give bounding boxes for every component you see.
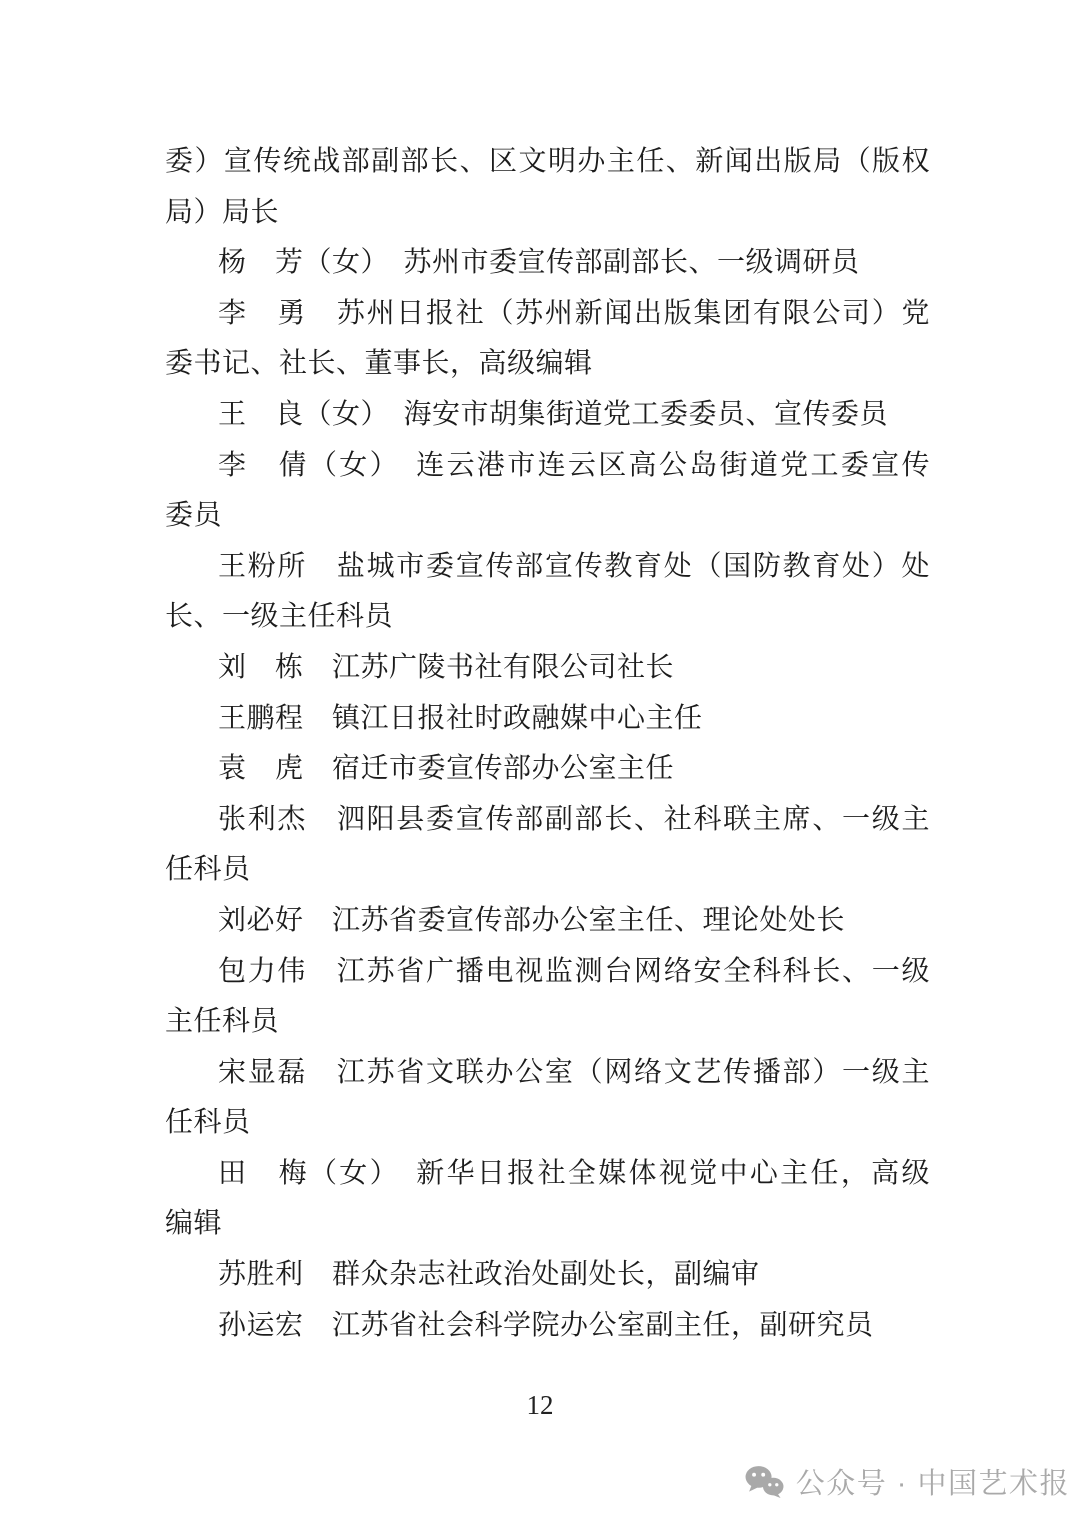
text-line: 王 良（女） 海安市胡集街道党工委委员、宣传委员 xyxy=(218,397,889,429)
text-line: 李 倩（女） 连云港市连云区高公岛街道党工委宣传 xyxy=(218,448,930,480)
text-line: 主任科员 xyxy=(165,1005,280,1037)
text-line: 王粉所 盐城市委宣传部宣传教育处（国防教育处）处 xyxy=(218,549,930,581)
text-line: 刘 栋 江苏广陵书社有限公司社长 xyxy=(218,650,675,682)
text-line: 王鹏程 镇江日报社时政融媒中心主任 xyxy=(218,701,703,733)
text-line: 任科员 xyxy=(165,1106,251,1138)
text-line: 袁 虎 宿迁市委宣传部办公室主任 xyxy=(218,752,675,784)
text-line: 杨 芳（女） 苏州市委宣传部副部长、一级调研员 xyxy=(218,246,860,278)
text-line: 局）局长 xyxy=(165,195,280,227)
text-line: 长、一级主任科员 xyxy=(165,600,394,632)
text-line: 田 梅（女） 新华日报社全媒体视觉中心主任，高级 xyxy=(218,1156,930,1188)
text-line: 宋显磊 江苏省文联办公室（网络文艺传播部）一级主 xyxy=(218,1055,930,1087)
text-line: 委书记、社长、董事长，高级编辑 xyxy=(165,347,593,379)
text-line: 任科员 xyxy=(165,853,251,885)
text-line: 李 勇 苏州日报社（苏州新闻出版集团有限公司）党 xyxy=(218,296,930,328)
watermark xyxy=(744,1461,1070,1502)
text-line: 委）宣传统战部副部长、区文明办主任、新闻出版局（版权 xyxy=(165,145,930,176)
page-number: 12 xyxy=(526,1390,554,1420)
text-line: 包力伟 江苏省广播电视监测台网络安全科科长、一级 xyxy=(218,954,930,986)
watermark-label: 公众号 · 中国艺术报 xyxy=(795,1468,1070,1500)
text-line: 苏胜利 群众杂志社政治处副处长，副编审 xyxy=(218,1258,760,1290)
text-line: 委员 xyxy=(165,499,223,531)
wechat-icon xyxy=(744,1465,785,1498)
text-line: 孙运宏 江苏省社会科学院办公室副主任，副研究员 xyxy=(218,1308,874,1340)
document-lines xyxy=(165,136,930,1350)
text-line: 张利杰 泗阳县委宣传部副部长、社科联主席、一级主 xyxy=(218,802,930,834)
text-line: 编辑 xyxy=(165,1207,223,1239)
text-line: 刘必好 江苏省委宣传部办公室主任、理论处处长 xyxy=(218,903,846,935)
